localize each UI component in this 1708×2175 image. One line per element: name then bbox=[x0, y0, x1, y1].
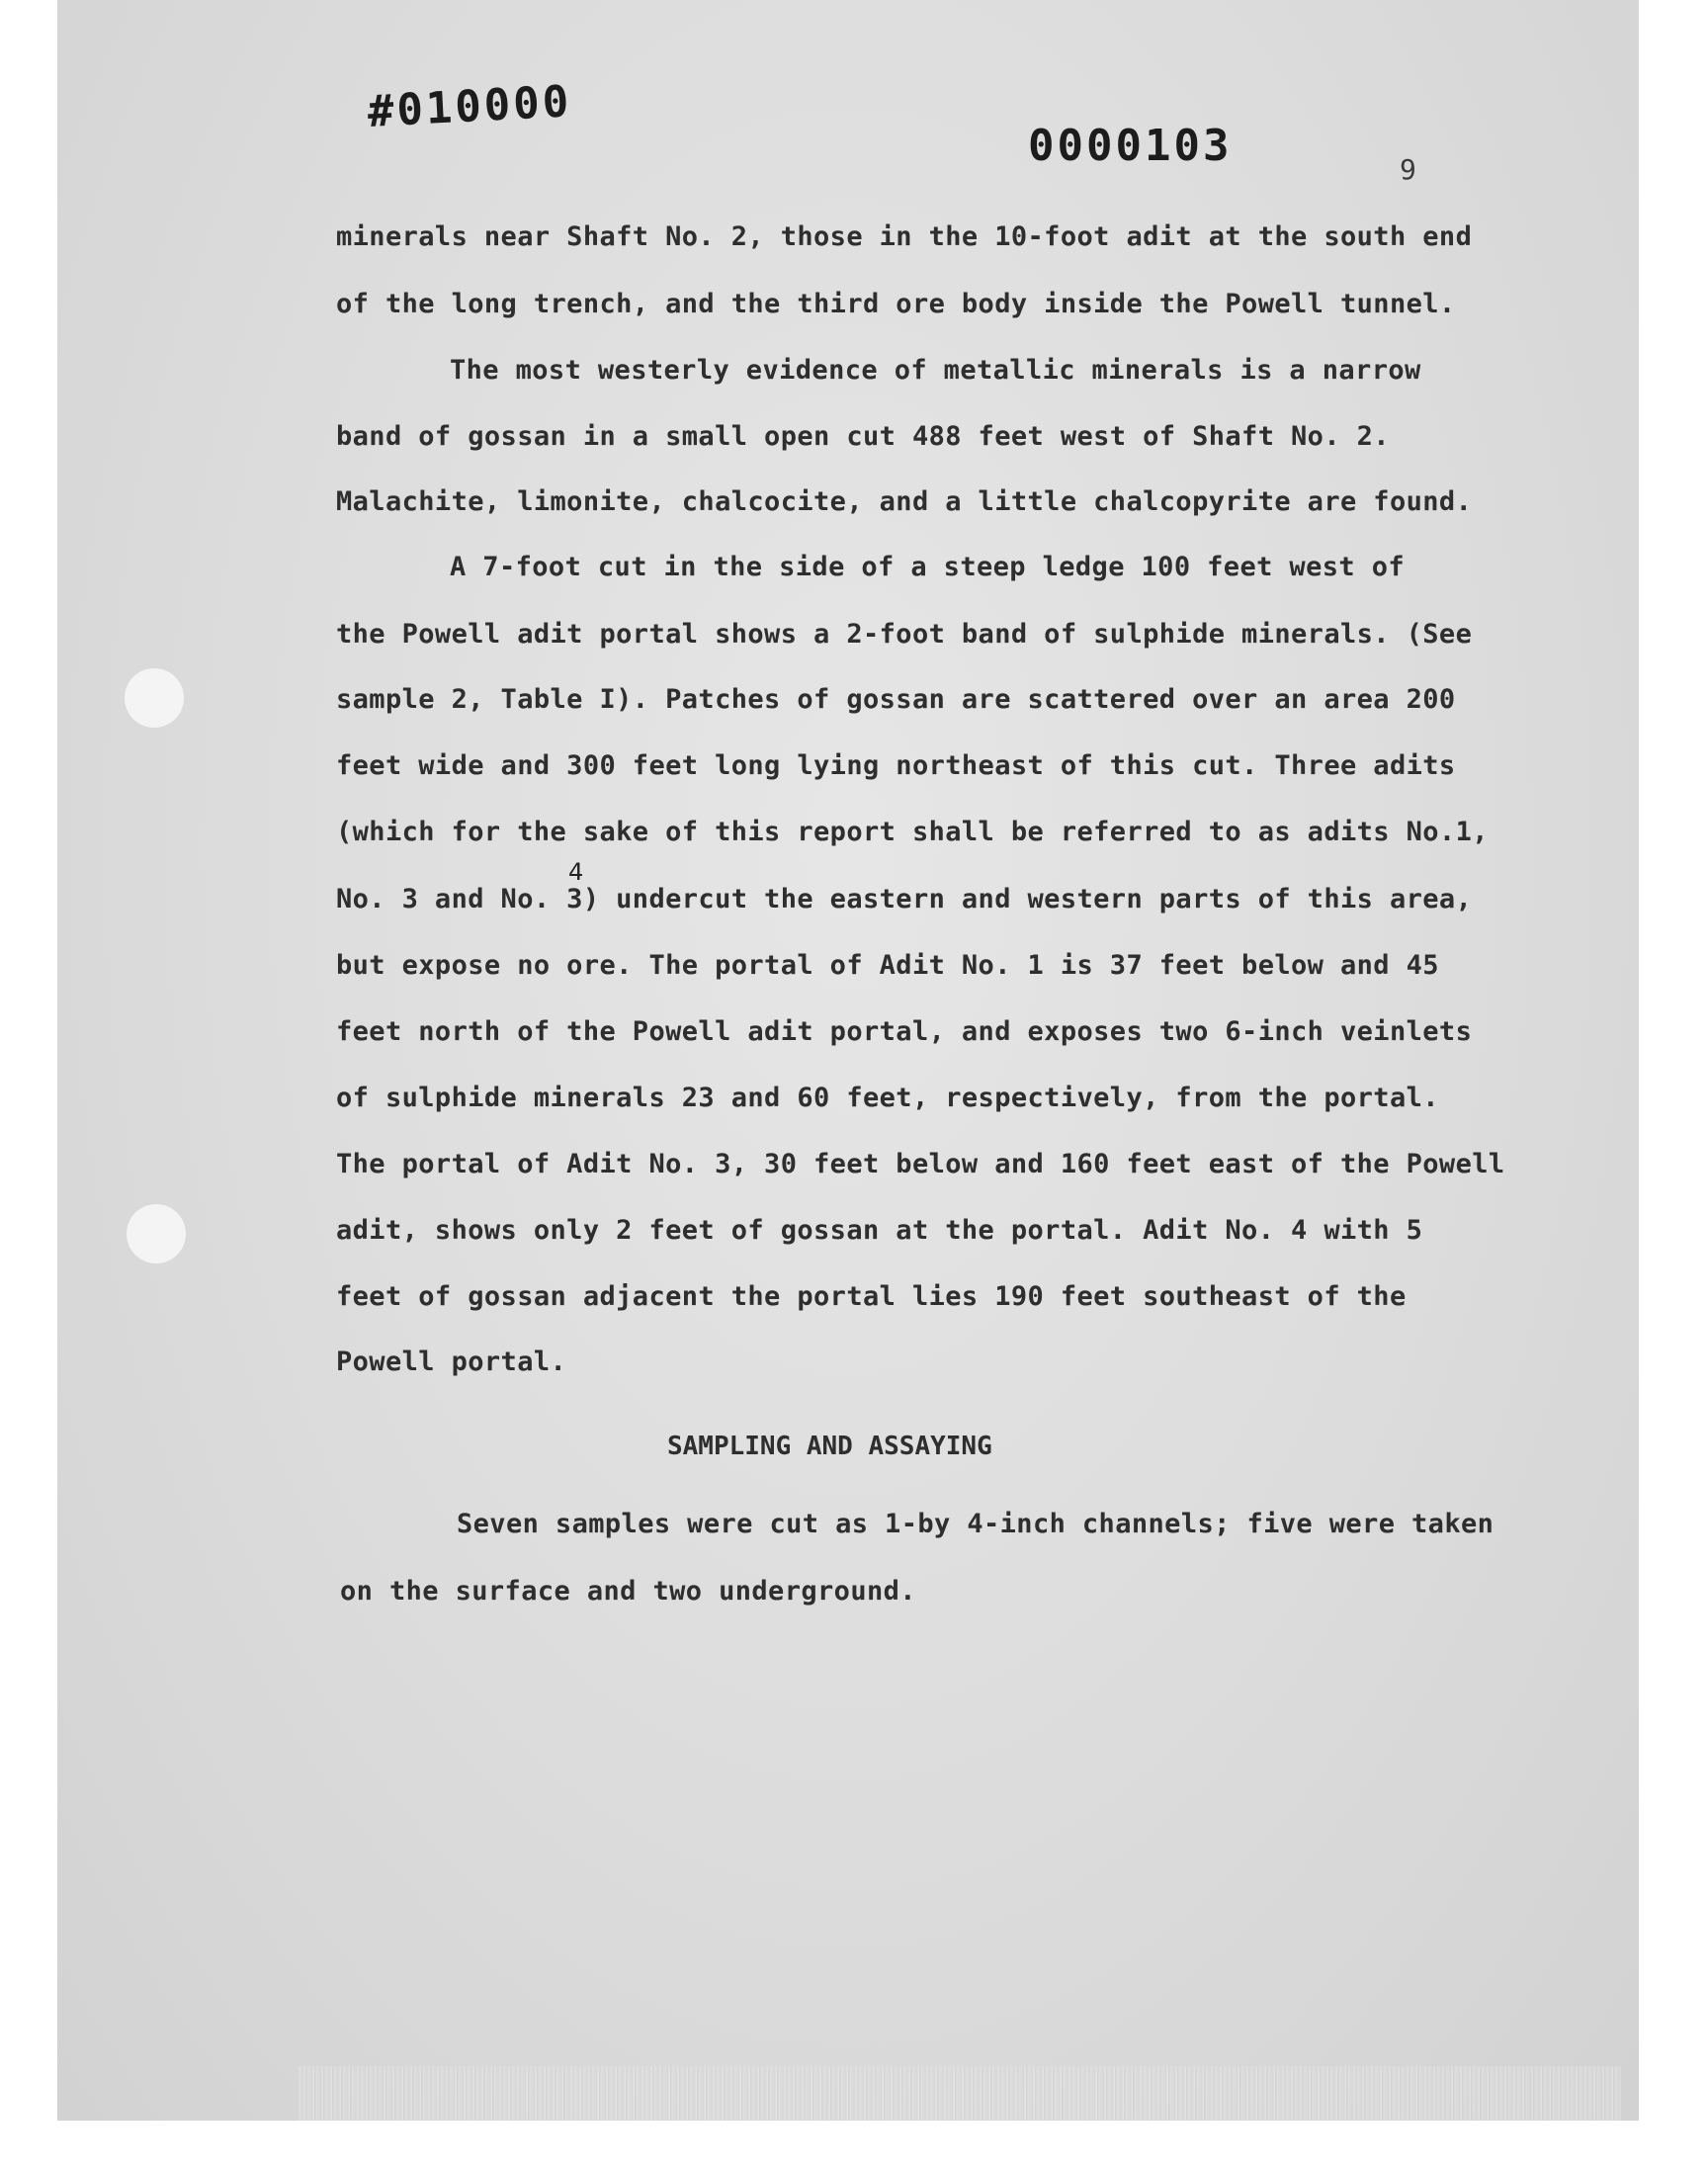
body-line: The portal of Adit No. 3, 30 feet below and 160 feet east of the Powell bbox=[336, 1149, 1505, 1179]
body-line: adit, shows only 2 feet of gossan at the portal. Adit No. 4 with 5 bbox=[336, 1215, 1423, 1246]
body-line: feet of gossan adjacent the portal lies 190 feet southeast of the bbox=[336, 1281, 1407, 1312]
body-line: band of gossan in a small open cut 488 feet west of Shaft No. 2. bbox=[336, 421, 1390, 452]
section-body-line: Seven samples were cut as 1-by 4-inch channels; five were taken bbox=[457, 1509, 1494, 1539]
document-stamp-right: 0000103 bbox=[1028, 121, 1233, 171]
body-line: The most westerly evidence of metallic minerals is a narrow bbox=[450, 355, 1421, 386]
body-line: No. 3 and No. 3) undercut the eastern and western parts of this area, bbox=[336, 884, 1473, 914]
body-line: but expose no ore. The portal of Adit No. 1 is 37 feet below and 45 bbox=[336, 950, 1439, 981]
body-line: feet north of the Powell adit portal, and exposes two 6-inch veinlets bbox=[336, 1016, 1473, 1047]
punch-hole-lower bbox=[127, 1204, 186, 1263]
document-stamp-left: #010000 bbox=[366, 76, 573, 137]
body-line: of sulphide minerals 23 and 60 feet, respectively, from the portal. bbox=[336, 1083, 1439, 1113]
body-line: of the long trench, and the third ore body inside the Powell tunnel. bbox=[336, 289, 1456, 319]
page-number: 9 bbox=[1400, 153, 1416, 186]
body-line: sample 2, Table I). Patches of gossan are scattered over an area 200 bbox=[336, 684, 1456, 715]
body-line: the Powell adit portal shows a 2-foot band of sulphide minerals. (See bbox=[336, 619, 1473, 650]
punch-hole-upper bbox=[125, 668, 184, 728]
body-line: feet wide and 300 feet long lying northeast of this cut. Three adits bbox=[336, 750, 1456, 781]
body-line: Powell portal. bbox=[336, 1347, 567, 1377]
body-line: A 7-foot cut in the side of a steep ledge 100 feet west of bbox=[450, 552, 1406, 582]
body-line: Malachite, limonite, chalcocite, and a little chalcopyrite are found. bbox=[336, 486, 1473, 517]
section-heading: SAMPLING AND ASSAYING bbox=[667, 1432, 992, 1461]
body-line: minerals near Shaft No. 2, those in the 10-foot adit at the south end bbox=[336, 221, 1473, 252]
section-body-line: on the surface and two underground. bbox=[340, 1576, 916, 1607]
body-line: (which for the sake of this report shall be referred to as adits No.1, bbox=[336, 817, 1489, 847]
scan-artifact-strip bbox=[297, 2066, 1621, 2121]
handwritten-correction: 4 bbox=[568, 858, 584, 886]
